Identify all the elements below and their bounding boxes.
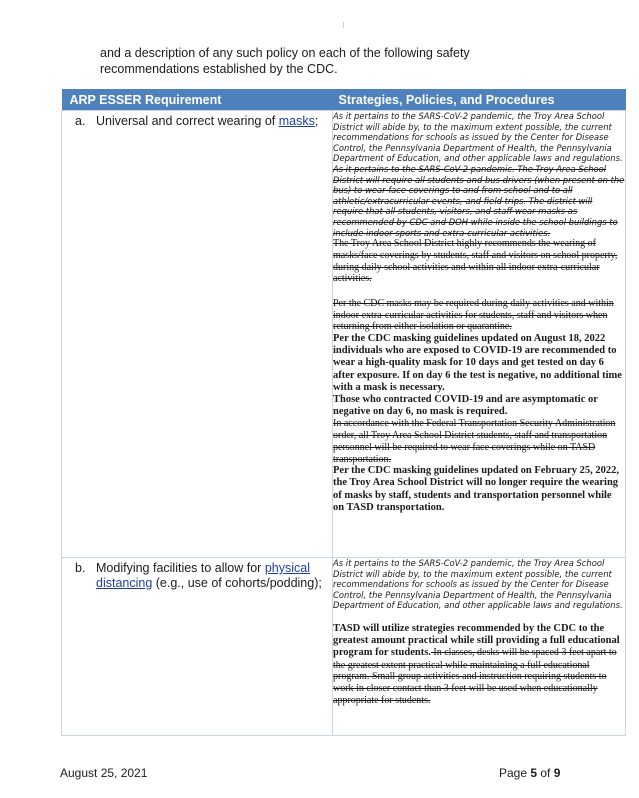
item-marker-b: b.	[75, 561, 86, 575]
struck-desk-spacing: In classes, desks will be spaced 3 feet apart to the greatest extent practical while maintaining a full educational program. Small group activities and instruction requiring students to work in closer contact than 3 feet will be used when educationally appropriate for students.	[333, 647, 617, 706]
column-header-strategies: Strategies, Policies, and Procedures	[333, 89, 626, 111]
item-marker-a: a.	[75, 114, 86, 128]
table-row-masks	[62, 111, 626, 558]
masks-link[interactable]: masks	[278, 114, 315, 128]
strategy-cell-b	[333, 558, 626, 736]
footer-page-number: Page 5 of 9	[499, 766, 561, 780]
struck-isolation-note: Per the CDC masks may be required during daily activities and within indoor extra-curricular activities for students, staff and visitors when returning from either isolation or quarantine.	[333, 297, 614, 333]
distancing-strategy-paragraph	[333, 623, 625, 706]
requirement-text-b: Modifying facilities to allow for physical distancing (e.g., use of cohorts/podding);	[96, 561, 322, 590]
cdc-august-2022-guidance: Per the CDC masking guidelines updated on August 18, 2022 individuals who are exposed to COVID-19 are recommended to wear a high-quality mask for 10 days and get tested on day 6 after exposure. If on day 6 the test is negative, no additional time with a mask is necessary.	[333, 333, 622, 393]
intro-line-1: and a description of any such policy on each of the following safety	[100, 46, 470, 60]
requirement-cell-a	[62, 111, 333, 558]
table-row-distancing	[62, 558, 626, 736]
arp-esser-table	[61, 89, 626, 736]
physical-distancing-link[interactable]: physical distancing	[96, 561, 310, 590]
abide-paragraph-a: As it pertains to the SARS-CoV-2 pandemic, the Troy Area School District will abide by, to the maximum extent possible, the current recommendations for schools as issued by the Center for Disease Control, the Pennsylvania Department of Health, the Pennsylvania Department of Education, and other applicable laws and regulations.	[333, 111, 623, 164]
struck-mask-recommendation: The Troy Area School District highly recommends the wearing of masks/face coverings by students, staff and visitors on school property, during daily school activities and within all indoor extra-curricular activities.	[333, 238, 618, 285]
struck-mask-requirement: As it pertains to the SARS-CoV-2 pandemic. The Troy Area School District will require all students and bus drivers (when present on the bus) to wear face coverings to and from school and to all athletic/extracurricular events, and field trips. The district will require that all students, visitors, and staff wear masks as recommended by CDC and DOH while inside the school buildings to include indoor sports and extra-curricular activities.	[333, 163, 625, 238]
table-header-row	[62, 89, 626, 111]
intro-text	[100, 45, 520, 77]
intro-line-2: recommendations established by the CDC.	[100, 62, 338, 76]
struck-transportation-order: In accordance with the Federal Transportation Security Administration order, all Troy Area School District students, staff and transportation personnel will be required to wear face coverings while on TASD transportation.	[333, 418, 616, 465]
requirement-cell-b	[62, 558, 333, 736]
abide-paragraph-b: As it pertains to the SARS-CoV-2 pandemic, the Troy Area School District will abide by, to the maximum extent possible, the current recommendations for schools as issued by the Center for Disease Control, the Pennsylvania Department of Health, the Pennsylvania Department of Education, and other applicable laws and regulations.	[333, 558, 623, 611]
requirement-text-a: Universal and correct wearing of masks;	[96, 114, 319, 128]
footer-date: August 25, 2021	[60, 766, 148, 780]
asymptomatic-note: Those who contracted COVID-19 and are asymptomatic or negative on day 6, no mask is required.	[333, 394, 598, 418]
column-header-requirement: ARP ESSER Requirement	[62, 89, 333, 111]
tasd-strategy-text: TASD will utilize strategies recommended by the CDC to the greatest amount practical while still providing a full educational program for students.	[333, 622, 620, 659]
strategy-cell-a	[333, 111, 626, 558]
scan-mark	[343, 22, 344, 28]
cdc-february-2022-guidance: Per the CDC masking guidelines updated on February 25, 2022, the Troy Area School District will no longer require the wearing of masks by staff, students and transportation personnel while on TASD transportation.	[333, 465, 619, 513]
